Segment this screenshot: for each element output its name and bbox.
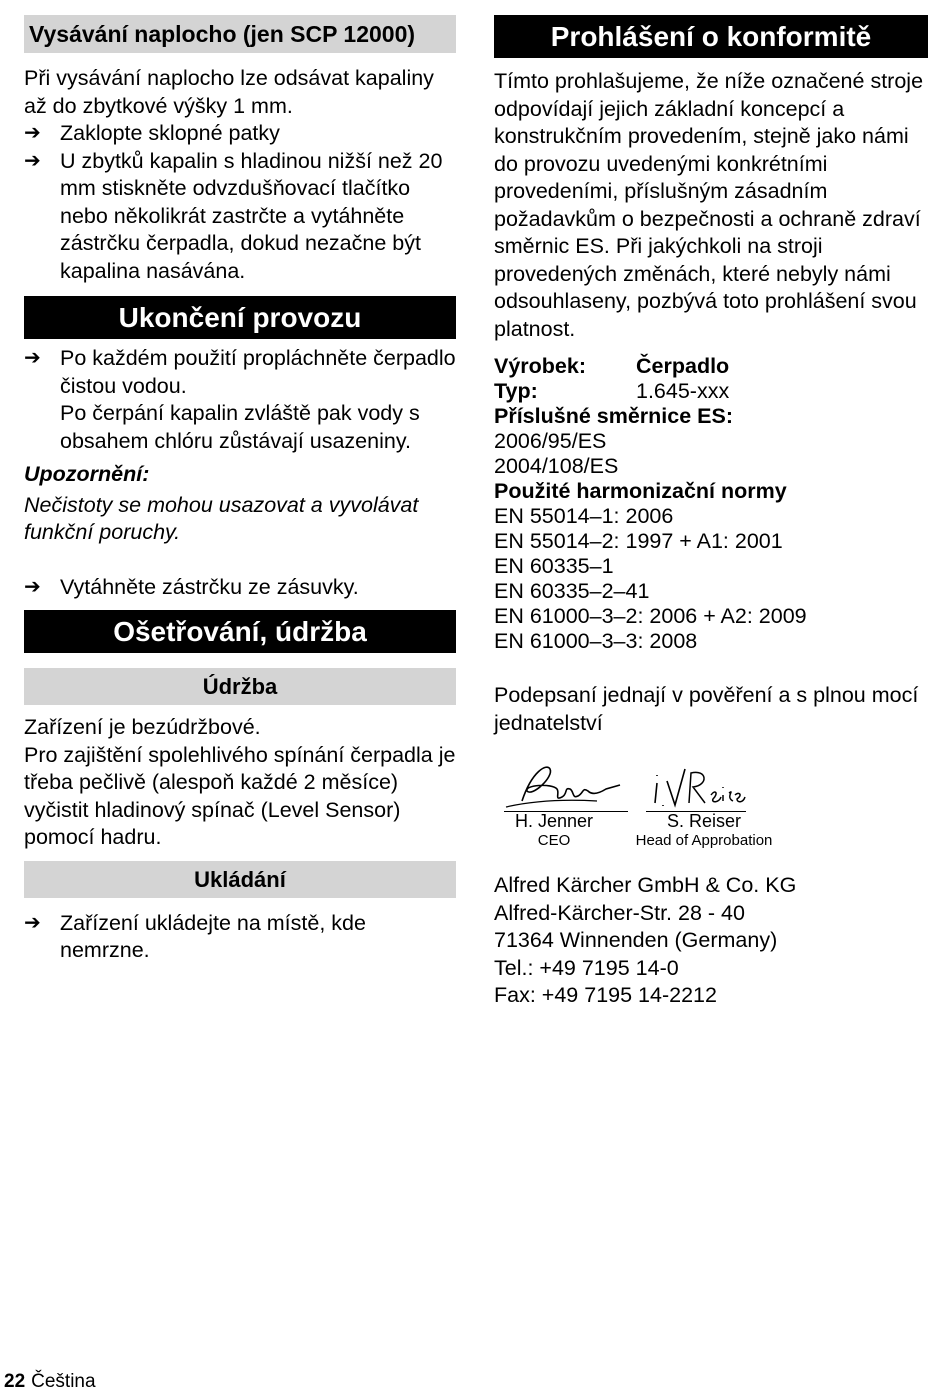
signed-statement: Podepsaní jednají v pověření a s plnou mocí jednatelství xyxy=(494,683,919,735)
note-heading: Upozornění: xyxy=(24,462,150,486)
section-title-maintenance: Ošetřování, údržba xyxy=(24,610,456,653)
arrow-bullet-icon: ➔ xyxy=(24,911,41,934)
page-footer xyxy=(4,1370,96,1391)
arrow-bullet-icon: ➔ xyxy=(24,347,41,369)
list-item-text: Vytáhněte zástrčku ze zásuvky. xyxy=(60,574,359,599)
note-text: Nečistoty se mohou usazovat a vyvolávat funkční poruchy. xyxy=(24,492,419,544)
subsection-title-upkeep: Údržba xyxy=(24,668,456,705)
arrow-bullet-icon: ➔ xyxy=(24,122,41,144)
signatures xyxy=(494,761,928,857)
spec-value: Čerpadlo xyxy=(636,354,730,378)
conformity-intro: Tímto prohlašujeme, že níže označené stroje odpovídají jejich základní koncepcí a konstrukčním provedením, stejně jako námi do provozu uvedenými konkrétními provedeními, příslušným zásadním požadavkům o bezpečnosti a ochraně zdraví směrnic ES. Při jakýchkoli na stroji provedených změnách, které nebyly námi odsouhlaseny, pozbývá toto prohlášení svou platnost. xyxy=(494,69,924,341)
norms-heading: Použité harmonizační normy xyxy=(494,479,787,503)
company-line: Alfred-Kärcher-Str. 28 - 40 xyxy=(494,900,745,925)
right-column xyxy=(494,15,928,1010)
section-title-conformity: Prohlášení o konformitě xyxy=(494,15,928,58)
norm-item: EN 61000–3–2: 2006 + A2: 2009 xyxy=(494,604,807,628)
list-item xyxy=(24,574,456,602)
spec-row-product xyxy=(494,354,928,379)
arrow-bullet-icon: ➔ xyxy=(24,575,41,598)
norm-item: EN 60335–1 xyxy=(494,554,614,578)
signature-reiser-icon xyxy=(649,761,749,811)
list-item-text: Zaklopte sklopné patky xyxy=(60,121,280,145)
directive-item: 2004/108/ES xyxy=(494,454,619,478)
list-item xyxy=(24,910,456,965)
list-item xyxy=(24,148,456,286)
section-title-flat-vacuuming: Vysávání naplocho (jen SCP 12000) xyxy=(24,15,456,53)
page-number: 22 xyxy=(4,1371,26,1391)
company-line: Alfred Kärcher GmbH & Co. KG xyxy=(494,873,797,897)
list-item xyxy=(24,120,456,148)
signatory-role: Head of Approbation xyxy=(635,832,773,849)
list-item-text: Po každém použití propláchněte čerpadlo čistou vodou. xyxy=(60,346,456,398)
signatory-role: CEO xyxy=(537,832,571,849)
flat-vacuuming-intro: Při vysávání naplocho lze odsávat kapaliny až do zbytkové výšky 1 mm. xyxy=(24,66,434,118)
directive-item: 2006/95/ES xyxy=(494,429,607,453)
signatory-name: H. Jenner xyxy=(514,811,594,831)
section-title-shutdown: Ukončení provozu xyxy=(24,296,456,339)
directives-heading: Příslušné směrnice ES: xyxy=(494,404,733,428)
upkeep-text-1: Zařízení je bezúdržbové. xyxy=(24,715,261,739)
spec-label: Výrobek: xyxy=(494,354,587,378)
company-line: Tel.: +49 7195 14-0 xyxy=(494,955,679,980)
company-line: Fax: +49 7195 14-2212 xyxy=(494,983,717,1007)
spec-block xyxy=(494,354,928,654)
left-column xyxy=(24,15,456,965)
footer-language: Čeština xyxy=(31,1371,96,1391)
company-address xyxy=(494,872,928,1010)
norm-item: EN 55014–1: 2006 xyxy=(494,504,674,528)
signature-jenner-icon xyxy=(502,761,632,811)
company-line: 71364 Winnenden (Germany) xyxy=(494,928,778,952)
list-item xyxy=(24,345,456,400)
arrow-bullet-icon: ➔ xyxy=(24,149,41,172)
subsection-title-storage: Ukládání xyxy=(24,861,456,898)
signatory-name: S. Reiser xyxy=(666,811,742,831)
upkeep-text-2: Pro zajištění spolehlivého spínání čerpadla je třeba pečlivě (alespoň každé 2 měsíce) vyčistit hladinový spínač (Level Sensor) pomocí hadru. xyxy=(24,742,456,849)
norm-item: EN 60335–2–41 xyxy=(494,579,650,603)
norm-item: EN 61000–3–3: 2008 xyxy=(494,629,698,653)
spec-row-type xyxy=(494,379,928,404)
signatory-reiser xyxy=(626,811,782,851)
indented-paragraph: Po čerpání kapalin zvláště pak vody s obsahem chlóru zůstávají usazeniny. xyxy=(60,401,420,453)
spec-value: 1.645-xxx xyxy=(636,379,730,403)
spec-label: Typ: xyxy=(494,379,538,403)
list-item-text: U zbytků kapalin s hladinou nižší než 20 mm stiskněte odvzdušňovací tlačítko nebo několikrát zastrčte a vytáhněte zástrčku čerpadla, dokud nezačne být kapalina nasávána. xyxy=(60,148,443,283)
list-item-text: Zařízení ukládejte na místě, kde nemrzne. xyxy=(60,910,366,962)
norm-item: EN 55014–2: 1997 + A1: 2001 xyxy=(494,529,783,553)
signatory-jenner xyxy=(494,811,614,851)
